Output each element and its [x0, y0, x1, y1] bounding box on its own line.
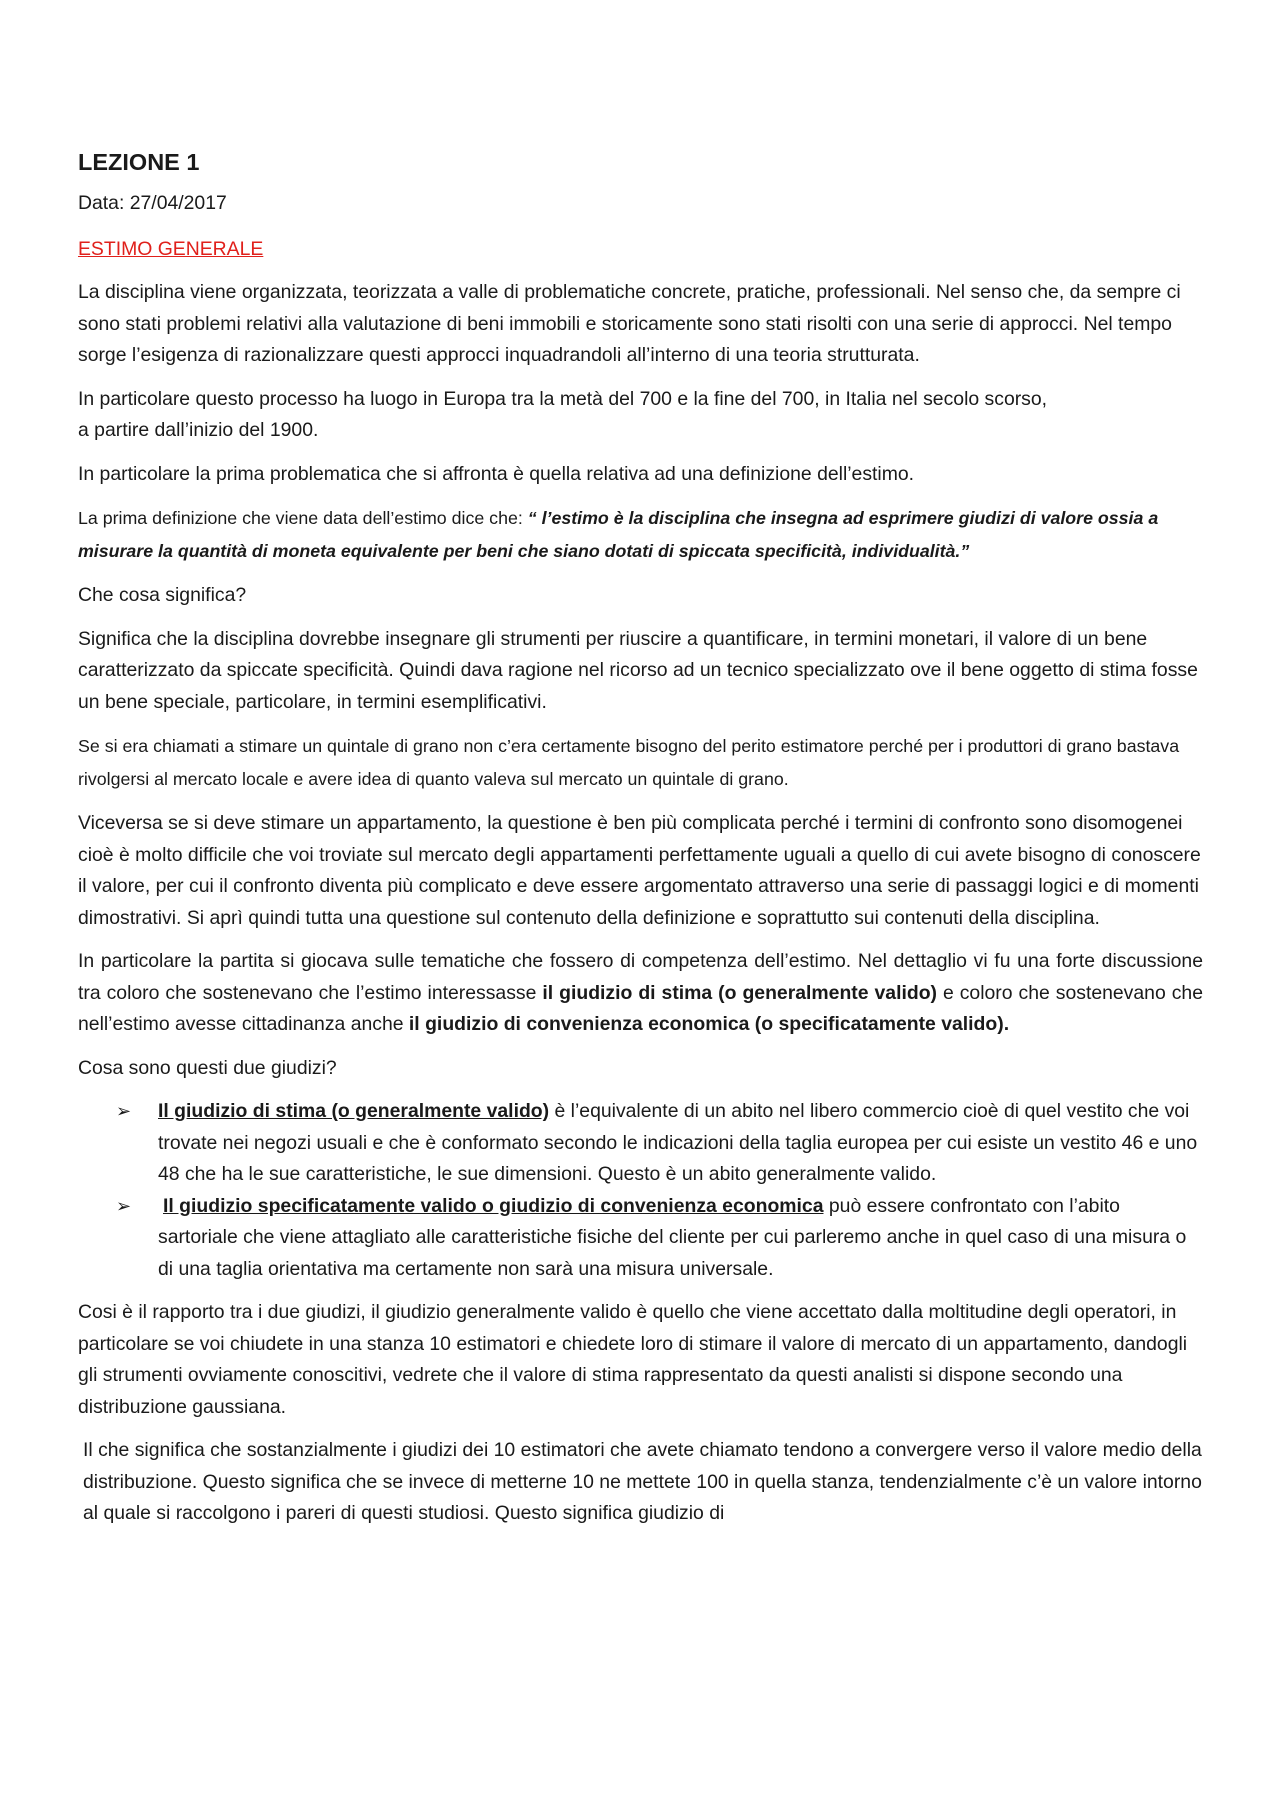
- paragraph-judgements: [78, 946, 1203, 1041]
- document-body: [78, 146, 1203, 1542]
- lesson-heading: LEZIONE 1: [78, 149, 200, 175]
- arrow-bullet-icon: ➢: [116, 1195, 132, 1216]
- section-title: ESTIMO GENERALE: [78, 237, 264, 260]
- lesson-date: Data: 27/04/2017: [78, 192, 227, 214]
- bullet-text: è l’equivalente di un abito nel libero commercio cioè di quel vestito che voi trovate nei negozi usuali e che è conformato secondo le indicazioni della taglia europea per cui esiste un vestito 46 e uno 48 che ha le sue caratteristiche, le sue dimensioni. Questo è un abito generalmente valido.: [158, 1100, 1198, 1185]
- paragraph-definition: [78, 502, 1203, 568]
- list-item: [116, 1096, 1203, 1191]
- paragraph-intro: La disciplina viene organizzata, teorizzata a valle di problematiche concrete, pratiche, professionali. Nel senso che, da sempre ci sono stati problemi relativi alla valutazione di beni immobili e storicamente sono stati risolti con una serie di approcci. Nel tempo sorge l’esigenza di razionalizzare questi approcci inquadrandoli all’interno di una teoria strutturata.: [78, 281, 1181, 366]
- bullet-title: Il giudizio specificatamente valido o giudizio di convenienza economica: [163, 1194, 824, 1217]
- definition-quote: “ l’estimo è la disciplina che insegna ad esprimere giudizi di valore ossia a misurare la quantità di moneta equivalente per beni che siano dotati di spiccata specificità, individualità.”: [78, 508, 1159, 561]
- paragraph-history-line2: a partire dall’inizio del 1900.: [78, 419, 319, 441]
- paragraph-two-judgements-question: Cosa sono questi due giudizi?: [78, 1056, 337, 1079]
- judgements-bold-1: il giudizio di stima (o generalmente valido): [542, 981, 937, 1004]
- paragraph-history-line1: In particolare questo processo ha luogo in Europa tra la metà del 700 e la fine del 700, in Italia nel secolo scorso,: [78, 387, 1048, 410]
- paragraph-convergence: Il che significa che sostanzialmente i giudizi dei 10 estimatori che avete chiamato tendono a convergere verso il valore medio della distribuzione. Questo significa che se invece di metterne 10 ne mettete 100 in quella stanza, tendenzialmente c’è un valore intorno al quale si raccolgono i pareri di questi studiosi. Questo significa giudizio di: [83, 1439, 1202, 1524]
- paragraph-relationship: Cosi è il rapporto tra i due giudizi, il giudizio generalmente valido è quello che viene accettato dalla moltitudine degli operatori, in particolare se voi chiudete in una stanza 10 estimatori e chiedete loro di stimare il valore di mercato di un appartamento, dandogli gli strumenti ovviamente conoscitivi, vedrete che il valore di stima rappresentato da questi analisti si dispone secondo una distribuzione gaussiana.: [78, 1301, 1188, 1418]
- judgements-list: [78, 1096, 1203, 1285]
- definition-intro: La prima definizione che viene data dell’estimo dice che:: [78, 508, 528, 528]
- judgements-bold-2: il giudizio di convenienza economica (o specificatamente valido).: [408, 1013, 1010, 1035]
- paragraph-apartment-example: Viceversa se si deve stimare un appartamento, la questione è ben più complicata perché i termini di confronto sono disomogenei cioè è molto difficile che voi troviate sul mercato degli appartamenti perfettamente uguali a quello di cui avete bisogno di conoscere il valore, per cui il confronto diventa più complicato e deve essere argomentato attraverso una serie di passaggi logici e di momenti dimostrativi. Si aprì quindi tutta una questione sul contenuto della definizione e soprattutto sui contenuti della disciplina.: [78, 812, 1201, 929]
- paragraph-question: Che cosa significa?: [78, 584, 247, 606]
- judgements-text-2: e coloro che sostenevano che nell’estimo avesse cittadinanza anche: [78, 981, 1203, 1035]
- judgements-text-1: In particolare la partita si giocava sulle tematiche che fossero di competenza dell’estimo. Nel dettaglio vi fu una forte discussione tra coloro che sostenevano che l’estimo interessasse: [78, 950, 1203, 1004]
- bullet-title: Il giudizio di stima (o generalmente valido): [158, 1100, 550, 1122]
- arrow-bullet-icon: ➢: [116, 1101, 132, 1121]
- bullet-text: può essere confrontato con l’abito sartoriale che viene attagliato alle caratteristiche fisiche del cliente per cui parleremo anche in quel caso di una misura o di una taglia orientativa ma certamente non sarà una misura universale.: [158, 1194, 1187, 1280]
- paragraph-grain-example: Se si era chiamati a stimare un quintale di grano non c’era certamente bisogno del perito estimatore perché per i produttori di grano bastava rivolgersi al mercato locale e avere idea di quanto valeva sul mercato un quintale di grano.: [78, 736, 1180, 789]
- list-item: [116, 1191, 1203, 1286]
- paragraph-meaning: Significa che la disciplina dovrebbe insegnare gli strumenti per riuscire a quantificare, in termini monetari, il valore di un bene caratterizzato da spiccate specificità. Quindi dava ragione nel ricorso ad un tecnico specializzato ove il bene oggetto di stima fosse un bene speciale, particolare, in termini esemplificativi.: [78, 627, 1198, 713]
- paragraph-problem: In particolare la prima problematica che si affronta è quella relativa ad una definizione dell’estimo.: [78, 462, 915, 485]
- paragraph-history: [78, 384, 1203, 447]
